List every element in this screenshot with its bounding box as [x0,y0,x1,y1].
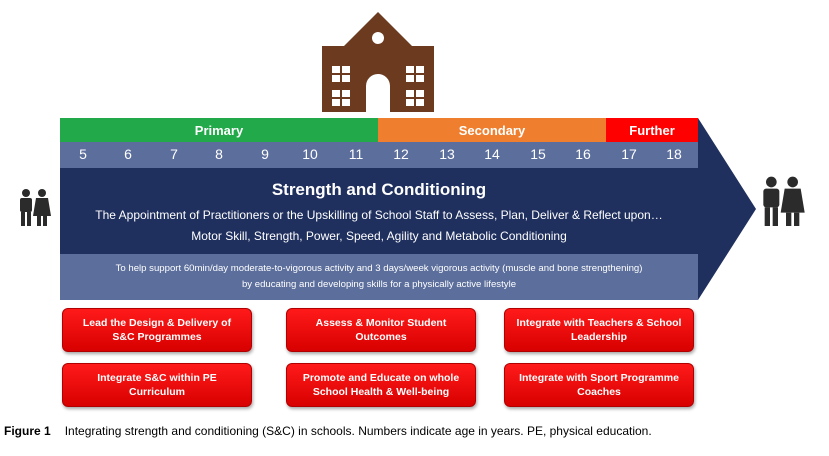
school-building-icon [318,10,438,112]
age-label: 11 [348,146,364,162]
figure-caption-label: Figure 1 [4,424,51,438]
role-box-integrate-coaches [504,363,694,407]
age-label: 6 [124,146,132,162]
role-box-label: Integrate S&C within PE Curriculum [97,371,217,398]
main-line-1: The Appointment of Practitioners or the Upskilling of School Staff to Assess, Plan, Deliver & Reflect upon… [95,208,663,222]
support-line-1: To help support 60min/day moderate-to-vigorous activity and 3 days/week vigorous activity (muscle and bone strengthening) [115,263,643,274]
age-label: 15 [530,146,546,162]
people-icon [758,174,806,230]
role-box-label: Promote and Educate on whole School Health & Well-being [302,371,460,398]
role-box-label: Lead the Design & Delivery of S&C Programmes [82,316,232,343]
age-label: 16 [575,146,591,162]
role-box-assess-monitor [286,308,476,352]
role-box-lead-design [62,308,252,352]
age-label: 18 [666,146,682,162]
stage-further-label: Further [629,122,675,138]
support-line-2: by educating and developing skills for a physically active lifestyle [241,279,517,290]
role-box-label: Assess & Monitor Student Outcomes [315,316,447,343]
age-label: 9 [261,146,269,162]
stage-further [606,118,698,142]
figure-caption [4,424,652,438]
stage-primary [60,118,378,142]
age-label: 17 [621,146,637,162]
main-line-2: Motor Skill, Strength, Power, Speed, Agility and Metabolic Conditioning [191,229,567,243]
support-band [60,254,698,300]
role-box-label: Integrate with Sport Programme Coaches [519,371,679,398]
age-label: 5 [79,146,87,162]
role-box-integrate-pe [62,363,252,407]
age-label: 7 [170,146,178,162]
stage-secondary [378,118,606,142]
age-label: 14 [484,146,500,162]
age-label: 13 [439,146,455,162]
main-band [60,168,698,254]
role-box-integrate-teachers [504,308,694,352]
age-label: 8 [215,146,223,162]
arrow-head [698,118,758,300]
people-icon [16,188,52,228]
figure-caption-text: Integrating strength and conditioning (S&C) in schools. Numbers indicate age in years. PE, physical education. [64,424,652,438]
age-label: 10 [302,146,318,162]
stage-secondary-label: Secondary [458,122,526,138]
stage-primary-label: Primary [194,122,244,138]
ages-row [60,142,698,168]
role-box-label: Integrate with Teachers & School Leadership [516,316,682,343]
main-title: Strength and Conditioning [271,180,487,199]
role-box-promote-educate [286,363,476,407]
age-label: 12 [393,146,409,162]
